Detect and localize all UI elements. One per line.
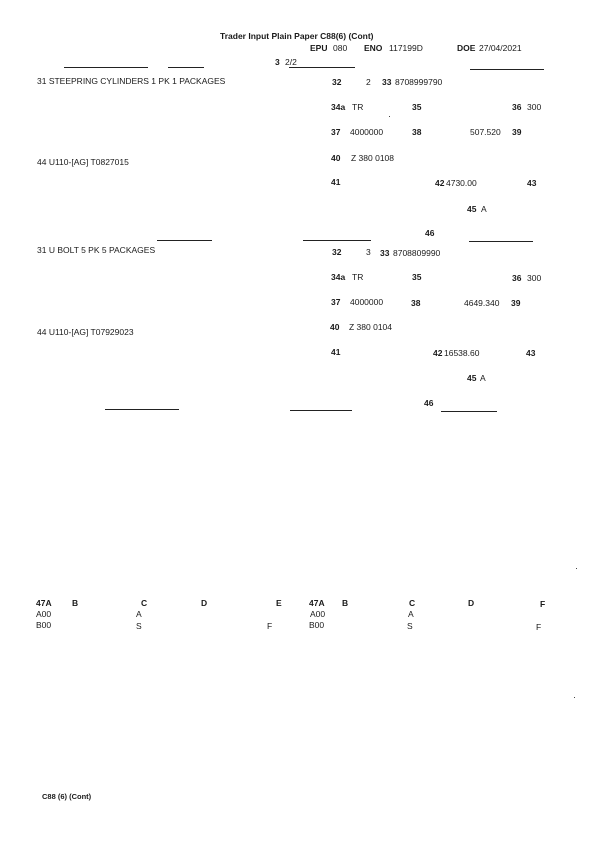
box47-cell: A00 [36, 609, 52, 619]
box47-cell: A [408, 609, 414, 619]
box41-label: 41 [331, 347, 341, 357]
speck [576, 568, 577, 569]
box43-label: 43 [526, 348, 536, 358]
box47-header-47a: 47A [309, 598, 325, 608]
speck [574, 697, 575, 698]
box47-header-b: B [342, 598, 349, 608]
box41-label: 41 [331, 177, 341, 187]
box47-header-47a: 47A [36, 598, 52, 608]
box3-value: 2/2 [285, 57, 297, 67]
box44-value: 44 U110-[AG] T07929023 [37, 327, 134, 337]
box44-value: 44 U110-[AG] T0827015 [37, 157, 129, 167]
box47-cell: B00 [36, 620, 52, 630]
box37-label: 37 [331, 127, 341, 137]
item-description: 31 U BOLT 5 PK 5 PACKAGES [37, 245, 156, 255]
box40-value: Z 380 0104 [349, 322, 393, 332]
header-rule-1 [64, 67, 148, 68]
box32-label: 32 [332, 77, 342, 87]
box32-label: 32 [332, 247, 342, 257]
box45-value: A [480, 373, 486, 383]
eno-label: ENO [364, 43, 383, 53]
doe-label: DOE [457, 43, 476, 53]
box33-value: 8708809990 [393, 248, 441, 258]
box33-label: 33 [382, 77, 392, 87]
form-title: Trader Input Plain Paper C88(6) (Cont) [220, 31, 374, 41]
box46-label: 46 [425, 228, 435, 238]
header-rule-4 [470, 69, 544, 70]
box47-cell: F [536, 622, 542, 632]
form-footer-ref: C88 (6) (Cont) [42, 792, 92, 801]
box3-label: 3 [275, 57, 280, 67]
box42-label: 42 [435, 178, 445, 188]
box39-label: 39 [512, 127, 522, 137]
box34a-label: 34a [331, 272, 346, 282]
box47-header-b: B [72, 598, 79, 608]
box47-header-f: F [540, 599, 546, 609]
box35-label: 35 [412, 102, 422, 112]
eno-value: 117199D [389, 43, 423, 53]
box47-cell: A [136, 609, 142, 619]
box45-value: A [481, 204, 487, 214]
box36-label: 36 [512, 102, 522, 112]
box40-label: 40 [330, 322, 340, 332]
epu-value: 080 [333, 43, 348, 53]
box46-rule [441, 411, 497, 412]
item-rule [157, 240, 212, 241]
box38-value: 4649.340 [464, 298, 500, 308]
box42-value: 16538.60 [444, 348, 480, 358]
speck [389, 116, 390, 117]
box46-rule [469, 241, 533, 242]
epu-label: EPU [310, 43, 328, 53]
box32-value: 3 [366, 247, 371, 257]
box34a-label: 34a [331, 102, 346, 112]
box33-label: 33 [380, 248, 390, 258]
box42-value: 4730.00 [446, 178, 477, 188]
item-rule [105, 409, 179, 410]
box37-value: 4000000 [350, 297, 384, 307]
box47-cell: F [267, 621, 273, 631]
box47-header-d: D [468, 598, 475, 608]
box37-label: 37 [331, 297, 341, 307]
box43-label: 43 [527, 178, 537, 188]
box40-label: 40 [331, 153, 341, 163]
box47-cell: S [407, 621, 413, 631]
box34a-value: TR [352, 102, 364, 112]
box34a-value: TR [352, 272, 364, 282]
item-rule [290, 410, 352, 411]
box38-label: 38 [411, 298, 421, 308]
box46-label: 46 [424, 398, 434, 408]
header-rule-3 [289, 67, 355, 68]
box36-value: 300 [527, 273, 542, 283]
box38-label: 38 [412, 127, 422, 137]
box38-value: 507.520 [470, 127, 501, 137]
box47-cell: A00 [310, 609, 326, 619]
box35-label: 35 [412, 272, 422, 282]
box47-header-c: C [141, 598, 148, 608]
box47-header-e: E [276, 598, 282, 608]
box47-cell: B00 [309, 620, 325, 630]
box42-label: 42 [433, 348, 443, 358]
box47-header-d: D [201, 598, 208, 608]
box36-label: 36 [512, 273, 522, 283]
item-description: 31 STEEPRING CYLINDERS 1 PK 1 PACKAGES [37, 76, 226, 86]
box40-value: Z 380 0108 [351, 153, 395, 163]
box32-value: 2 [366, 77, 371, 87]
box45-label: 45 [467, 373, 477, 383]
box36-value: 300 [527, 102, 542, 112]
header-rule-2 [168, 67, 204, 68]
item-rule [303, 240, 371, 241]
box39-label: 39 [511, 298, 521, 308]
box47-header-c: C [409, 598, 416, 608]
box37-value: 4000000 [350, 127, 384, 137]
box47-cell: S [136, 621, 142, 631]
box33-value: 8708999790 [395, 77, 443, 87]
box45-label: 45 [467, 204, 477, 214]
doe-value: 27/04/2021 [479, 43, 522, 53]
